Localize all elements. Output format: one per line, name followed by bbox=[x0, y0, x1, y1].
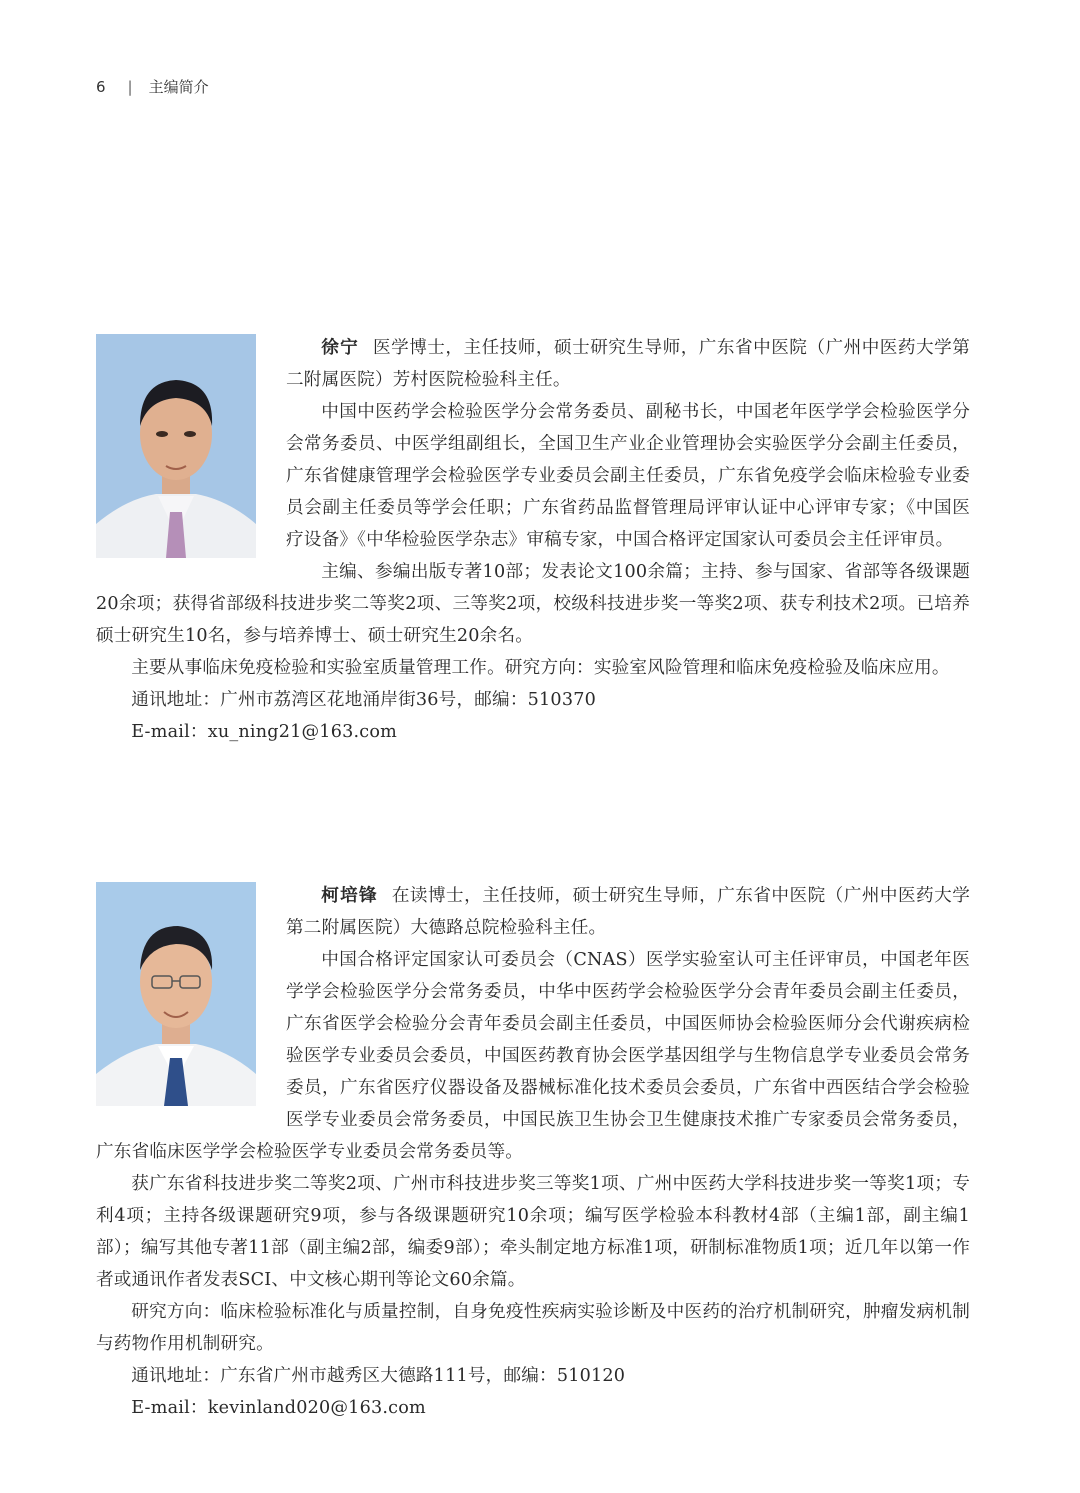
editor-bio-2 bbox=[96, 880, 970, 1424]
editor-name: 徐宁 bbox=[321, 337, 359, 358]
portrait-image-2 bbox=[96, 882, 256, 1106]
portrait-image-1 bbox=[96, 334, 256, 558]
bio-roles: 中国中医药学会检验医学分会常务委员、副秘书长，中国老年医学学会检验医学分会常务委员、中医学组副组长，全国卫生产业企业管理协会实验医学分会副主任委员，广东省健康管理学会检验医学专业委员会副主任委员，广东省免疫学会临床检验专业委员会副主任委员等学会任职；广东省药品监督管理局评审认证中心评审专家；《中国医疗设备》《中华检验医学杂志》审稿专家，中国合格评定国家认可委员会主任评审员。 bbox=[286, 402, 970, 550]
bio-research: 主要从事临床免疫检验和实验室质量管理工作。研究方向：实验室风险管理和临床免疫检验及临床应用。 bbox=[131, 658, 950, 678]
bio-achievements: 获广东省科技进步奖二等奖2项、广州市科技进步奖三等奖1项、广州中医药大学科技进步奖一等奖1项；专利4项；主持各级课题研究9项，参与各级课题研究10余项；编写医学检验本科教材4部（主编1部，副主编1部）；编写其他专著11部（副主编2部，编委9部）；牵头制定地方标准1项，研制标准物质1项；近几年以第一作者或通讯作者发表SCI、中文核心期刊等论文60余篇。 bbox=[96, 1174, 970, 1290]
page-number: 6 bbox=[96, 77, 106, 96]
portrait-photo-1 bbox=[96, 334, 256, 558]
header-separator: | bbox=[127, 77, 133, 96]
bio-address: 通讯地址：广东省广州市越秀区大德路111号，邮编：510120 bbox=[131, 1366, 626, 1386]
bio-address: 通讯地址：广州市荔湾区花地涌岸街36号，邮编：510370 bbox=[131, 690, 597, 710]
bio-roles: 中国合格评定国家认可委员会（CNAS）医学实验室认可主任评审员，中国老年医学学会检验医学分会常务委员，中华中医药学会检验医学分会青年委员会副主任委员，广东省医学会检验分会青年委员会副主任委员，中国医师协会检验医师分会代谢疾病检验医学专业委员会委员，中国医药教育协会医学基因组学与生物信息学专业委员会常务委员，广东省医疗仪器设备及器械标准化技术委员会委员，广东省中西医结合学会检验医学专业委员会常务委员，中国民族卫生协会卫生健康技术推广专家委员会常务委员，广东省临床医学学会检验医学专业委员会常务委员等。 bbox=[96, 950, 970, 1162]
bio-intro: 徐宁 医学博士，主任技师，硕士研究生导师，广东省中医院（广州中医药大学第二附属医院）芳村医院检验科主任。 bbox=[286, 337, 970, 390]
bio-research: 研究方向：临床检验标准化与质量控制，自身免疫性疾病实验诊断及中医药的治疗机制研究，肿瘤发病机制与药物作用机制研究。 bbox=[96, 1302, 970, 1354]
editor-name: 柯培锋 bbox=[321, 885, 378, 906]
bio-email: E-mail：kevinland020@163.com bbox=[131, 1398, 426, 1418]
section-title: 主编简介 bbox=[148, 78, 209, 96]
bio-achievements: 主编、参编出版专著10部；发表论文100余篇；主持、参与国家、省部等各级课题20余项；获得省部级科技进步奖二等奖2项、三等奖2项，校级科技进步奖一等奖2项、获专利技术2项。已培养硕士研究生10名，参与培养博士、硕士研究生20余名。 bbox=[96, 562, 970, 646]
running-header bbox=[96, 76, 209, 97]
bio-email: E-mail：xu_ning21@163.com bbox=[131, 722, 398, 742]
bio-intro: 柯培锋 在读博士，主任技师，硕士研究生导师，广东省中医院（广州中医药大学第二附属医院）大德路总院检验科主任。 bbox=[286, 885, 970, 938]
portrait-photo-2 bbox=[96, 882, 256, 1106]
editor-bio-1 bbox=[96, 332, 970, 748]
